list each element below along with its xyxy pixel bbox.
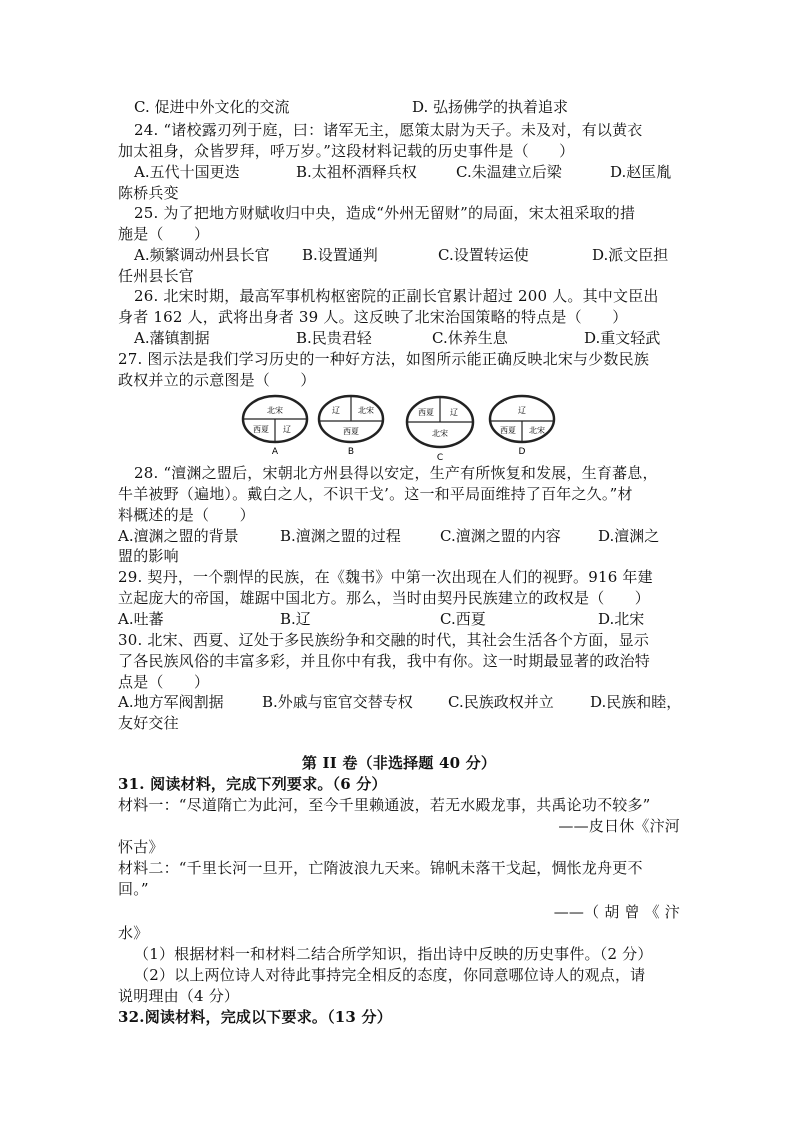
q24-option-d: D.赵匡胤	[610, 163, 672, 181]
diagram-c-tl: 西夏	[418, 408, 434, 417]
diagram-d-br: 北宋	[529, 426, 545, 435]
q28-option-b: B.澶渊之盟的过程	[280, 527, 401, 545]
section2-title: 第 II 卷（非选择题 40 分）	[301, 754, 497, 772]
q26-option-c: C.休养生息	[432, 329, 508, 347]
q24-option-d-cont: 陈桥兵变	[118, 184, 179, 202]
q30-option-d-cont: 友好交往	[118, 714, 179, 732]
q28-stem-line3: 料概述的是（ ）	[118, 506, 255, 524]
q28-option-c: C.澶渊之盟的内容	[440, 527, 561, 545]
q31-material1-source: ——皮日休《汴河	[558, 817, 680, 835]
q28-option-d-cont: 盟的影响	[118, 547, 179, 565]
q30-option-a: A.地方军阀割据	[118, 693, 224, 711]
q30-option-c: C.民族政权并立	[448, 693, 554, 711]
q23-option-c: C. 促进中外文化的交流	[134, 98, 290, 116]
q31-material2-source-cont: 水》	[118, 924, 149, 942]
q25-stem-line1: 25. 为了把地方财赋收归中央，造成“外州无留财”的局面，宋太祖采取的措	[134, 204, 636, 222]
q25-option-d-cont: 任州县长官	[118, 267, 195, 285]
q24-option-a: A.五代十国更迭	[134, 163, 240, 181]
q29-option-c: C.西夏	[440, 610, 486, 628]
q28-option-a: A.澶渊之盟的背景	[118, 527, 239, 545]
q27-stem-line1: 27. 图示法是我们学习历史的一种好方法，如图所示能正确反映北宋与少数民族	[118, 350, 650, 368]
q30-option-d: D.民族和睦，	[590, 693, 682, 711]
diagram-d-top: 辽	[518, 406, 526, 415]
q29-stem-line1: 29. 契丹，一个剽悍的民族，在《魏书》中第一次出现在人们的视野。916 年建	[118, 568, 653, 586]
q25-option-c: C.设置转运使	[438, 246, 529, 264]
q24-stem-line1: 24. “诸校露刃列于庭，曰：诸军无主，愿策太尉为天子。未及对，有以黄衣	[134, 121, 643, 139]
q26-option-b: B.民贵君轻	[296, 329, 372, 347]
q24-stem-line2: 加太祖身，众皆罗拜，呼万岁。”这段材料记载的历史事件是（ ）	[118, 142, 575, 160]
q31-material2-line2: 回。”	[118, 880, 149, 898]
diagram-c-bottom: 北宋	[432, 429, 448, 438]
diagram-d-label: D	[518, 447, 526, 457]
q31-subquestion1: （1）根据材料一和材料二结合所学知识，指出诗中反映的历史事件。（2 分）	[134, 945, 653, 963]
diagram-a	[243, 396, 307, 457]
q25-option-a: A.频繁调动州县长官	[134, 246, 270, 264]
q29-option-b: B.辽	[280, 610, 311, 628]
q29-stem-line2: 立起庞大的帝国，雄踞中国北方。那么，当时由契丹民族建立的政权是（ ）	[118, 589, 651, 607]
diagram-b-bottom: 西夏	[343, 427, 359, 436]
diagram-a-top: 北宋	[267, 406, 283, 415]
q30-stem-line3: 点是（ ）	[118, 673, 210, 691]
diagram-a-br: 辽	[283, 425, 291, 434]
q26-option-d: D.重文轻武	[584, 329, 661, 347]
q31-title: 31. 阅读材料，完成下列要求。（6 分）	[118, 775, 387, 793]
diagram-c-label: C	[436, 453, 444, 463]
q25-stem-line2: 施是（ ）	[118, 225, 210, 243]
q31-material1: 材料一：“尽道隋亡为此河，至今千里赖通波，若无水殿龙事，共禹论功不较多”	[118, 796, 651, 814]
q29-option-a: A.吐蕃	[118, 610, 164, 628]
diagram-a-bl: 西夏	[253, 425, 269, 434]
diagram-c-tr: 辽	[450, 408, 458, 417]
q29-option-d: D.北宋	[598, 610, 645, 628]
q26-stem-line2: 身者 162 人，武将出身者 39 人。这反映了北宋治国策略的特点是（ ）	[118, 308, 628, 326]
q30-stem-line1: 30. 北宋、西夏、辽处于多民族纷争和交融的时代，其社会生活各个方面，显示	[118, 631, 650, 649]
diagram-d-bl: 西夏	[500, 426, 516, 435]
q30-option-b: B.外戚与宦官交替专权	[262, 693, 413, 711]
diagram-d	[490, 396, 554, 457]
q27-diagram-group	[240, 392, 560, 464]
diagram-b-label: B	[347, 447, 355, 457]
q30-stem-line2: 了各民族风俗的丰富多彩，并且你中有我，我中有你。这一时期最显著的政治特	[118, 652, 651, 670]
q23-option-d: D. 弘扬佛学的执着追求	[412, 98, 569, 116]
q28-stem-line1: 28. “澶渊之盟后，宋朝北方州县得以安定，生产有所恢复和发展，生育蕃息，	[134, 464, 658, 482]
q31-material2-line1: 材料二：“千里长河一旦开，亡隋波浪九天来。锦帆未落干戈起，惆怅龙舟更不	[118, 859, 643, 877]
q25-option-b: B.设置通判	[302, 246, 378, 264]
q25-option-d: D.派文臣担	[592, 246, 669, 264]
q26-stem-line1: 26. 北宋时期，最高军事机构枢密院的正副长官累计超过 200 人。其中文臣出	[134, 287, 659, 305]
q31-material2-source: ——（ 胡 曾 《 汴	[553, 903, 680, 921]
q24-option-c: C.朱温建立后梁	[456, 163, 562, 181]
diagram-b-tr: 北宋	[358, 406, 374, 415]
diagram-a-label: A	[271, 447, 279, 457]
q26-option-a: A.藩镇割据	[134, 329, 210, 347]
q31-subquestion2-line2: 说明理由（4 分）	[118, 987, 240, 1005]
q32-title: 32.阅读材料，完成以下要求。（13 分）	[118, 1008, 392, 1026]
q27-stem-line2: 政权并立的示意图是（ ）	[118, 371, 316, 389]
q24-option-b: B.太祖杯酒释兵权	[296, 163, 417, 181]
diagram-c	[407, 397, 473, 463]
q28-option-d: D.澶渊之	[598, 527, 660, 545]
q31-subquestion2-line1: （2）以上两位诗人对待此事持完全相反的态度，你同意哪位诗人的观点，请	[134, 966, 646, 984]
diagram-b-tl: 辽	[332, 406, 340, 415]
q27-diagrams-svg	[240, 392, 560, 464]
q28-stem-line2: 牛羊被野（遍地）。戴白之人，不识干戈’。这一和平局面维持了百年之久。”材	[118, 485, 633, 503]
q31-material1-source-cont: 怀古》	[118, 838, 164, 856]
diagram-b	[319, 396, 383, 457]
